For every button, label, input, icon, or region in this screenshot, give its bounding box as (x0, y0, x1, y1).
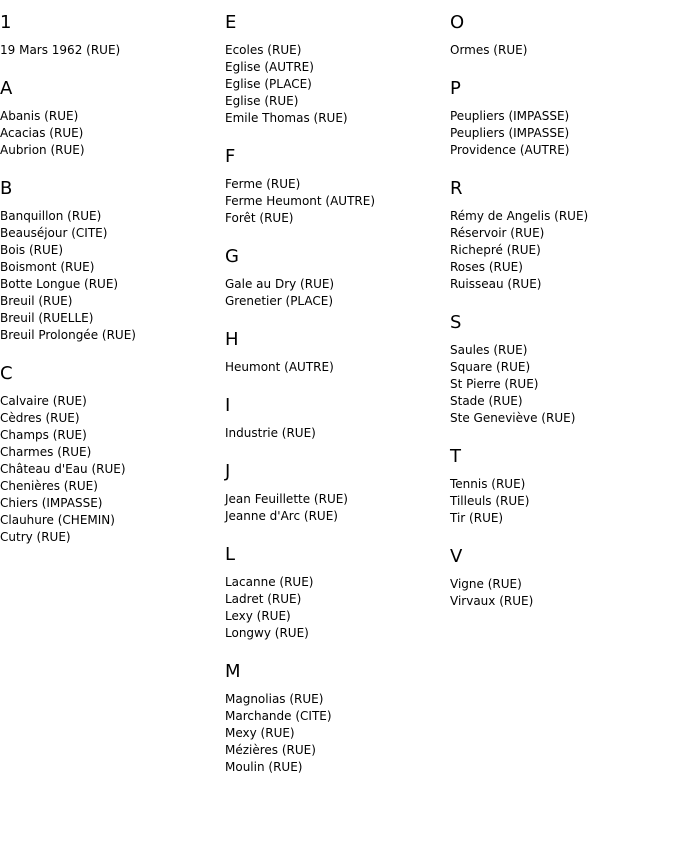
street-entry: Breuil (RUE) (0, 294, 73, 308)
letter-heading: S (450, 312, 462, 333)
street-entry: Forêt (RUE) (225, 211, 294, 225)
letter-heading: G (225, 246, 239, 267)
letter-group (0, 12, 220, 59)
street-entry: Providence (AUTRE) (450, 143, 570, 157)
letter-heading: H (225, 329, 239, 350)
street-entry: Ecoles (RUE) (225, 43, 302, 57)
street-list (225, 691, 445, 776)
letter-heading: T (450, 446, 461, 467)
letter-group (225, 246, 445, 310)
street-entry: Peupliers (IMPASSE) (450, 126, 570, 140)
street-entry: Chiers (IMPASSE) (0, 496, 103, 510)
street-entry: Calvaire (RUE) (0, 394, 87, 408)
street-entry: Banquillon (RUE) (0, 209, 102, 223)
letter-heading: B (0, 178, 13, 199)
letter-heading: E (225, 12, 237, 33)
street-entry: Saules (RUE) (450, 343, 528, 357)
letter-heading: F (225, 146, 236, 167)
street-entry: Tir (RUE) (450, 511, 504, 525)
street-entry: Abanis (RUE) (0, 109, 79, 123)
street-entry: Rémy de Angelis (RUE) (450, 209, 589, 223)
street-entry: Gale au Dry (RUE) (225, 277, 335, 291)
street-entry: Tennis (RUE) (450, 477, 526, 491)
letter-heading: 1 (0, 12, 12, 33)
letter-heading: V (450, 546, 463, 567)
letter-group (225, 329, 445, 376)
street-entry: Mexy (RUE) (225, 726, 295, 740)
letter-heading: R (450, 178, 463, 199)
street-entry: Ladret (RUE) (225, 592, 302, 606)
letter-group (450, 312, 670, 427)
letter-heading: A (0, 78, 13, 99)
street-entry: Ruisseau (RUE) (450, 277, 542, 291)
letter-group (0, 78, 220, 159)
street-list (0, 108, 220, 159)
street-entry: Ste Geneviève (RUE) (450, 411, 576, 425)
street-list (450, 576, 670, 610)
street-list (225, 176, 445, 227)
letter-group (450, 78, 670, 159)
street-entry: Moulin (RUE) (225, 760, 303, 774)
letter-group (0, 178, 220, 344)
street-entry: Eglise (RUE) (225, 94, 299, 108)
letter-heading: C (0, 363, 13, 384)
street-list (225, 276, 445, 310)
street-entry: Magnolias (RUE) (225, 692, 324, 706)
street-entry: Heumont (AUTRE) (225, 360, 334, 374)
letter-group (450, 446, 670, 527)
street-entry: Breuil (RUELLE) (0, 311, 94, 325)
letter-group (225, 395, 445, 442)
street-list (450, 108, 670, 159)
street-entry: Stade (RUE) (450, 394, 523, 408)
letter-group (0, 363, 220, 546)
letter-heading: L (225, 544, 236, 565)
street-entry: Acacias (RUE) (0, 126, 84, 140)
letter-group (450, 546, 670, 610)
street-entry: Grenetier (PLACE) (225, 294, 334, 308)
street-list (450, 42, 670, 59)
street-entry: 19 Mars 1962 (RUE) (0, 43, 121, 57)
index-column-2 (225, 12, 445, 795)
street-entry: Longwy (RUE) (225, 626, 309, 640)
street-entry: Eglise (AUTRE) (225, 60, 314, 74)
street-entry: Bois (RUE) (0, 243, 64, 257)
street-list (0, 393, 220, 546)
street-entry: Square (RUE) (450, 360, 531, 374)
street-entry: Virvaux (RUE) (450, 594, 534, 608)
street-entry: Ferme Heumont (AUTRE) (225, 194, 376, 208)
index-column-3 (450, 12, 670, 629)
street-list (225, 359, 445, 376)
street-entry: Clauhure (CHEMIN) (0, 513, 115, 527)
street-list (225, 42, 445, 127)
letter-heading: I (225, 395, 231, 416)
street-entry: Ferme (RUE) (225, 177, 301, 191)
street-list (0, 208, 220, 344)
street-entry: Tilleuls (RUE) (450, 494, 530, 508)
street-list (225, 574, 445, 642)
street-entry: Boismont (RUE) (0, 260, 95, 274)
index-column-1 (0, 12, 220, 565)
street-entry: Ormes (RUE) (450, 43, 528, 57)
street-list (0, 42, 220, 59)
street-entry: Mézières (RUE) (225, 743, 316, 757)
street-entry: Chenières (RUE) (0, 479, 98, 493)
letter-heading: P (450, 78, 461, 99)
street-entry: Charmes (RUE) (0, 445, 92, 459)
street-list (450, 208, 670, 293)
street-list (225, 425, 445, 442)
street-entry: Richepré (RUE) (450, 243, 541, 257)
street-entry: Réservoir (RUE) (450, 226, 545, 240)
street-list (225, 491, 445, 525)
letter-group (225, 146, 445, 227)
street-entry: Cèdres (RUE) (0, 411, 80, 425)
street-entry: Peupliers (IMPASSE) (450, 109, 570, 123)
letter-heading: O (450, 12, 465, 33)
street-entry: Industrie (RUE) (225, 426, 316, 440)
street-entry: Emile Thomas (RUE) (225, 111, 348, 125)
letter-group (450, 12, 670, 59)
street-entry: Lexy (RUE) (225, 609, 291, 623)
letter-group (225, 661, 445, 776)
street-list (450, 342, 670, 427)
street-entry: Jean Feuillette (RUE) (225, 492, 348, 506)
street-entry: Lacanne (RUE) (225, 575, 314, 589)
letter-group (225, 461, 445, 525)
street-entry: Aubrion (RUE) (0, 143, 85, 157)
street-entry: Vigne (RUE) (450, 577, 522, 591)
letter-group (225, 12, 445, 127)
letter-heading: M (225, 661, 241, 682)
letter-group (450, 178, 670, 293)
street-entry: Champs (RUE) (0, 428, 87, 442)
letter-heading: J (225, 461, 231, 482)
street-entry: Cutry (RUE) (0, 530, 71, 544)
street-entry: Eglise (PLACE) (225, 77, 312, 91)
street-entry: Botte Longue (RUE) (0, 277, 119, 291)
street-entry: Roses (RUE) (450, 260, 523, 274)
street-entry: Jeanne d'Arc (RUE) (225, 509, 338, 523)
street-list (450, 476, 670, 527)
letter-group (225, 544, 445, 642)
street-entry: Marchande (CITE) (225, 709, 332, 723)
street-entry: Breuil Prolongée (RUE) (0, 328, 136, 342)
street-entry: Château d'Eau (RUE) (0, 462, 126, 476)
street-entry: St Pierre (RUE) (450, 377, 539, 391)
street-entry: Beauséjour (CITE) (0, 226, 108, 240)
